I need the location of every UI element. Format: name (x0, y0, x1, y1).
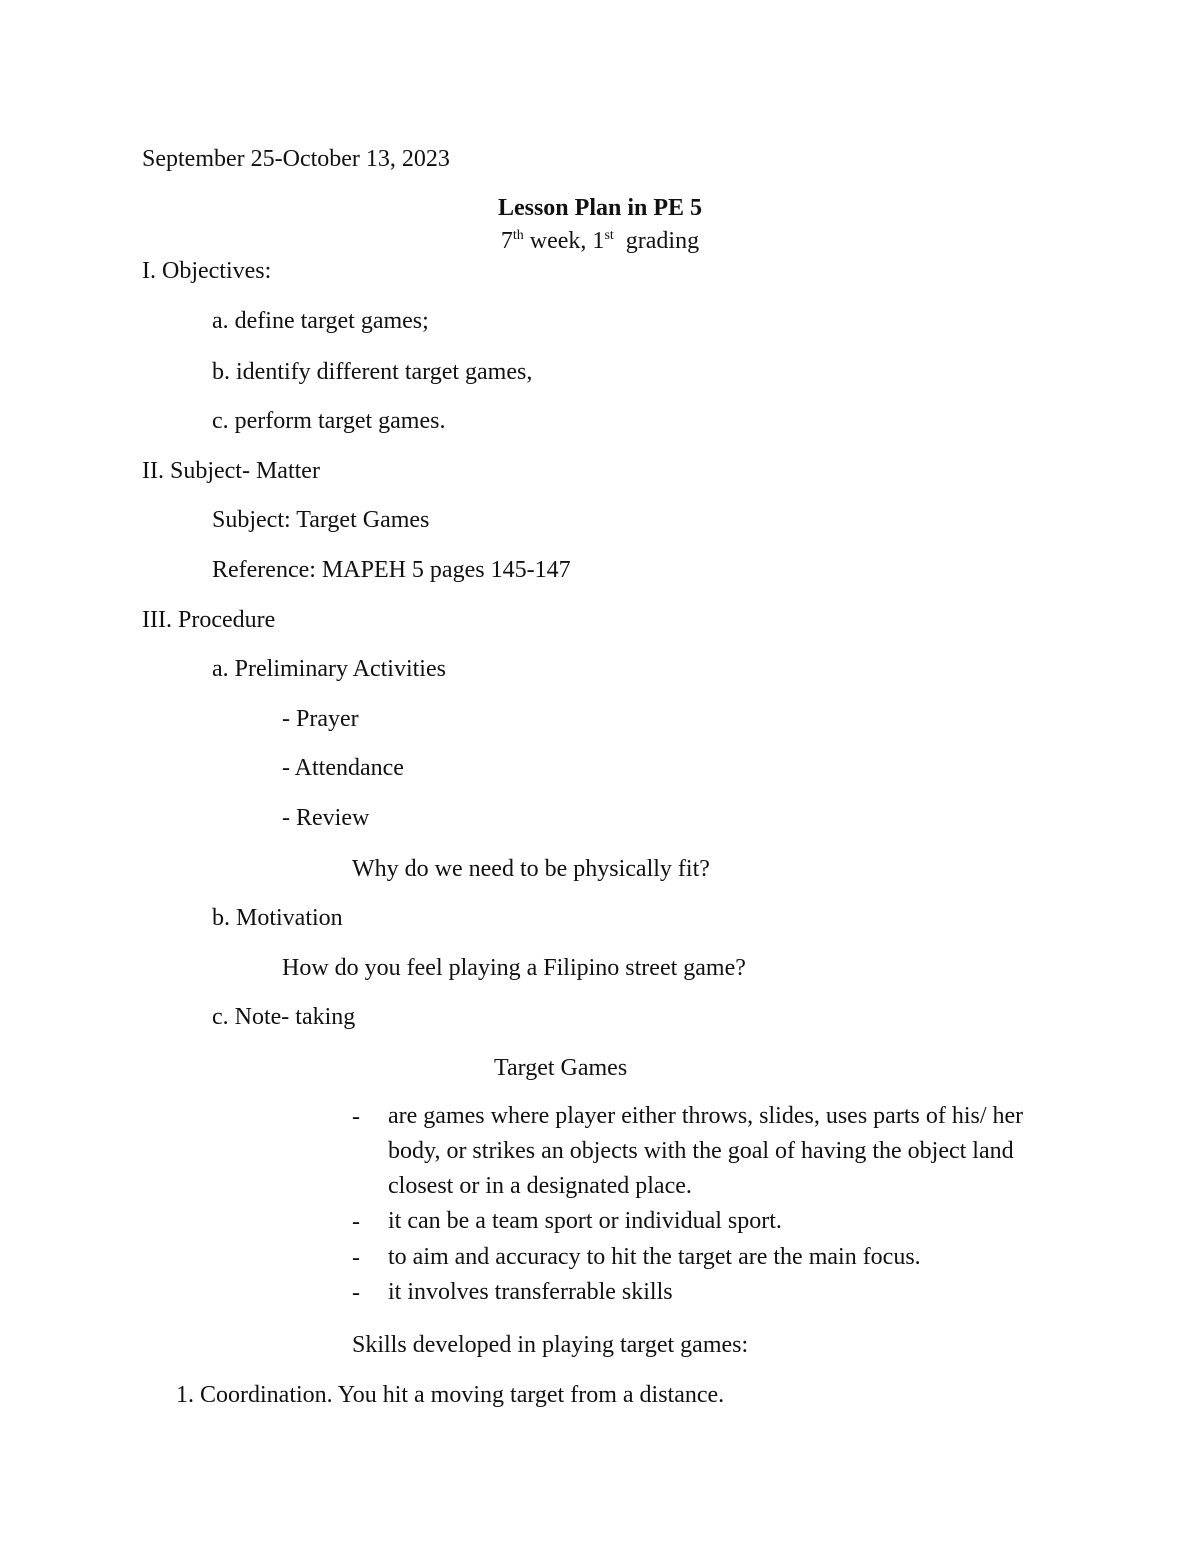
objective-item: b. identify different target games, (212, 359, 533, 385)
preliminary-item: - Prayer (282, 706, 359, 732)
bullet-text: to aim and accuracy to hit the target are the main focus. (388, 1244, 921, 1270)
grading-superscript: st (604, 228, 614, 243)
note-topic-title: Target Games (494, 1055, 628, 1081)
preliminary-activities-label: a. Preliminary Activities (212, 656, 446, 682)
objectives-heading: I. Objectives: (142, 258, 272, 284)
lesson-title: Lesson Plan in PE 5 (497, 195, 703, 221)
bullet-dash: - (352, 1209, 360, 1235)
note-taking-label: c. Note- taking (212, 1004, 356, 1030)
preliminary-item: - Review (282, 805, 370, 831)
bullet-dash: - (352, 1104, 360, 1130)
week-text: week, 1 (523, 228, 605, 254)
procedure-heading: III. Procedure (142, 607, 276, 633)
lesson-date: September 25-October 13, 2023 (142, 146, 450, 172)
note-bullet (352, 1275, 1072, 1310)
bullet-text: are games where player either throws, slides, uses parts of his/ her body, or strikes an objects with the goal of having the object land closest or in a designated place. (388, 1103, 1024, 1199)
reference-line: Reference: MAPEH 5 pages 145-147 (212, 557, 571, 583)
preliminary-item: - Attendance (282, 755, 404, 781)
note-bullet (352, 1204, 1072, 1239)
subject-matter-heading: II. Subject- Matter (142, 458, 320, 484)
bullet-text: it involves transferrable skills (388, 1279, 673, 1305)
objective-item: c. perform target games. (212, 408, 446, 434)
week-superscript: th (512, 228, 524, 243)
note-bullet (352, 1099, 1072, 1204)
objective-item: a. define target games; (212, 308, 429, 334)
motivation-label: b. Motivation (212, 905, 343, 931)
bullet-text: it can be a team sport or individual sport. (388, 1208, 782, 1234)
bullet-dash: - (352, 1245, 360, 1271)
skill-item: 1. Coordination. You hit a moving target from a distance. (176, 1382, 725, 1408)
review-question: Why do we need to be physically fit? (352, 856, 710, 882)
grading-text: grading (613, 228, 700, 254)
motivation-question: How do you feel playing a Filipino street game? (282, 955, 746, 981)
skills-heading: Skills developed in playing target games: (352, 1332, 749, 1358)
lesson-subtitle (0, 229, 1200, 253)
subject-line: Subject: Target Games (212, 507, 430, 533)
week-number: 7 (500, 228, 513, 254)
note-bullet (352, 1240, 1072, 1275)
bullet-dash: - (352, 1280, 360, 1306)
